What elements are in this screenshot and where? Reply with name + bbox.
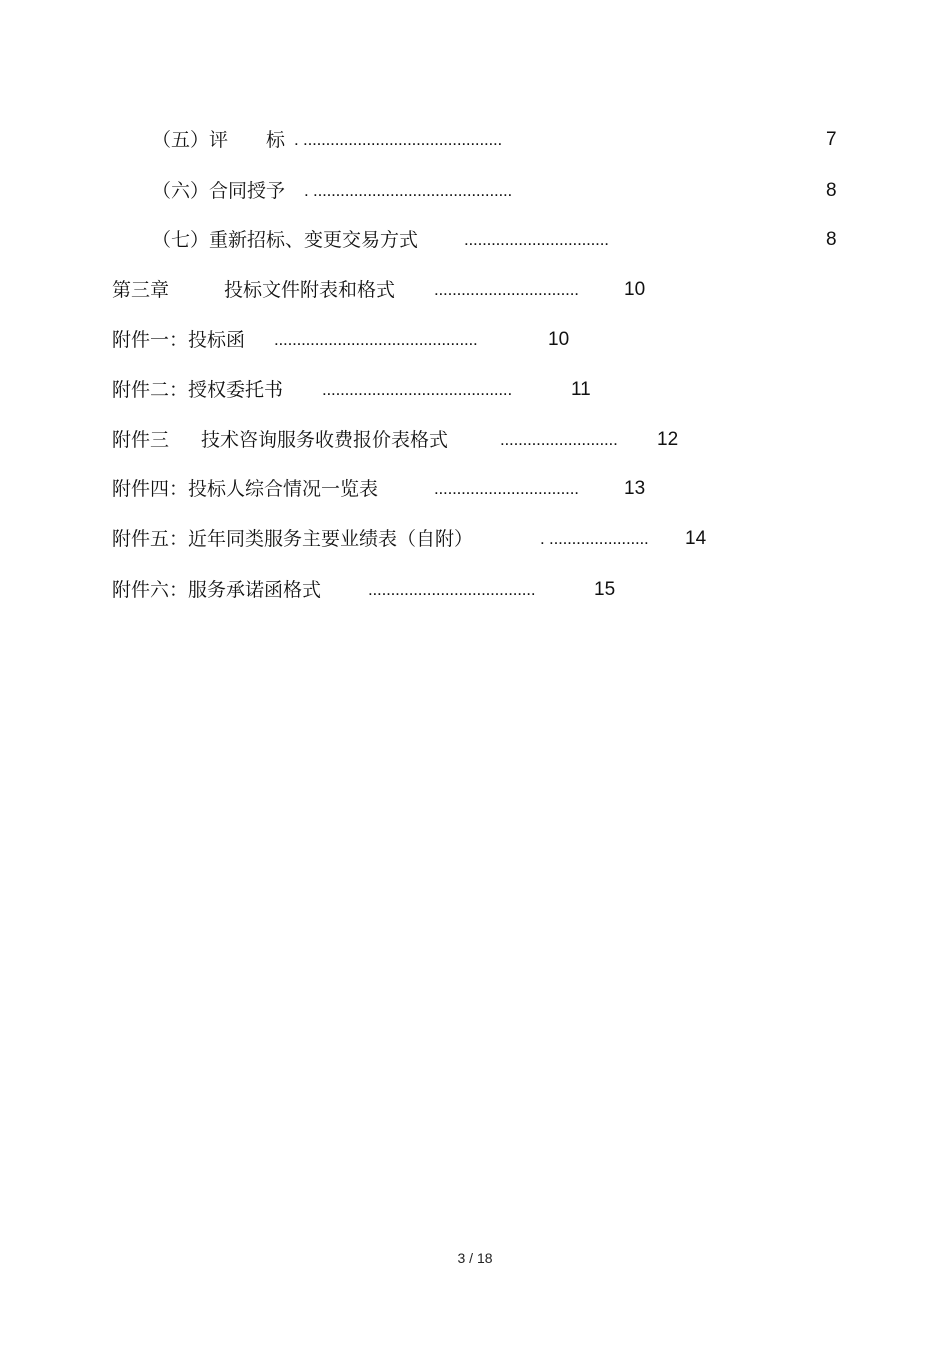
toc-entry-dots: ..........................................	[322, 380, 512, 399]
toc-entry-dots: .............................................	[274, 330, 478, 349]
toc-entry-title: （六）合同授予	[152, 180, 286, 202]
toc-entry-page: 11	[571, 379, 591, 400]
toc-entry-title: （五）评 标	[152, 129, 286, 151]
page-number: 3 / 18	[457, 1250, 493, 1266]
toc-entry-dots: ................................	[434, 479, 579, 498]
toc-entry-dots: ..........................	[500, 430, 618, 449]
toc-entry-dots: . ............................................	[294, 130, 503, 149]
toc-entry-page: 15	[594, 579, 616, 600]
toc-entry-subtitle: 投标文件附表和格式	[224, 279, 396, 301]
toc-entry-page: 8	[826, 180, 837, 201]
toc-entry-page: 13	[624, 478, 646, 499]
toc-entry-title: 附件五：近年同类服务主要业绩表（自附）	[112, 528, 474, 550]
toc-entry-title: （七）重新招标、变更交易方式	[152, 229, 419, 251]
toc-entry-page: 7	[826, 129, 837, 150]
toc-entry-page: 8	[826, 229, 837, 250]
toc-entry-title: 附件四：投标人综合情况一览表	[112, 478, 379, 500]
toc-entry-page: 10	[548, 329, 570, 350]
toc-entry-page: 12	[657, 429, 679, 450]
toc-entry-dots: ................................	[464, 230, 609, 249]
toc-entry-page: 14	[685, 528, 707, 549]
toc-entry-dots: . ......................	[540, 529, 649, 548]
toc-entry-title: 第三章	[112, 279, 170, 301]
toc-entry-subtitle: 技术咨询服务收费报价表格式	[201, 429, 449, 451]
toc-entry-dots: . ............................................	[304, 181, 513, 200]
toc-entry-dots: ................................	[434, 280, 579, 299]
toc-entry-page: 10	[624, 279, 646, 300]
toc-entry-title: 附件一：投标函	[112, 329, 246, 351]
toc-entry-title: 附件二：授权委托书	[112, 379, 284, 401]
toc-entry-title: 附件三	[112, 429, 170, 451]
toc-entry-title: 附件六：服务承诺函格式	[112, 579, 322, 601]
toc-entry-dots: .....................................	[368, 580, 536, 599]
